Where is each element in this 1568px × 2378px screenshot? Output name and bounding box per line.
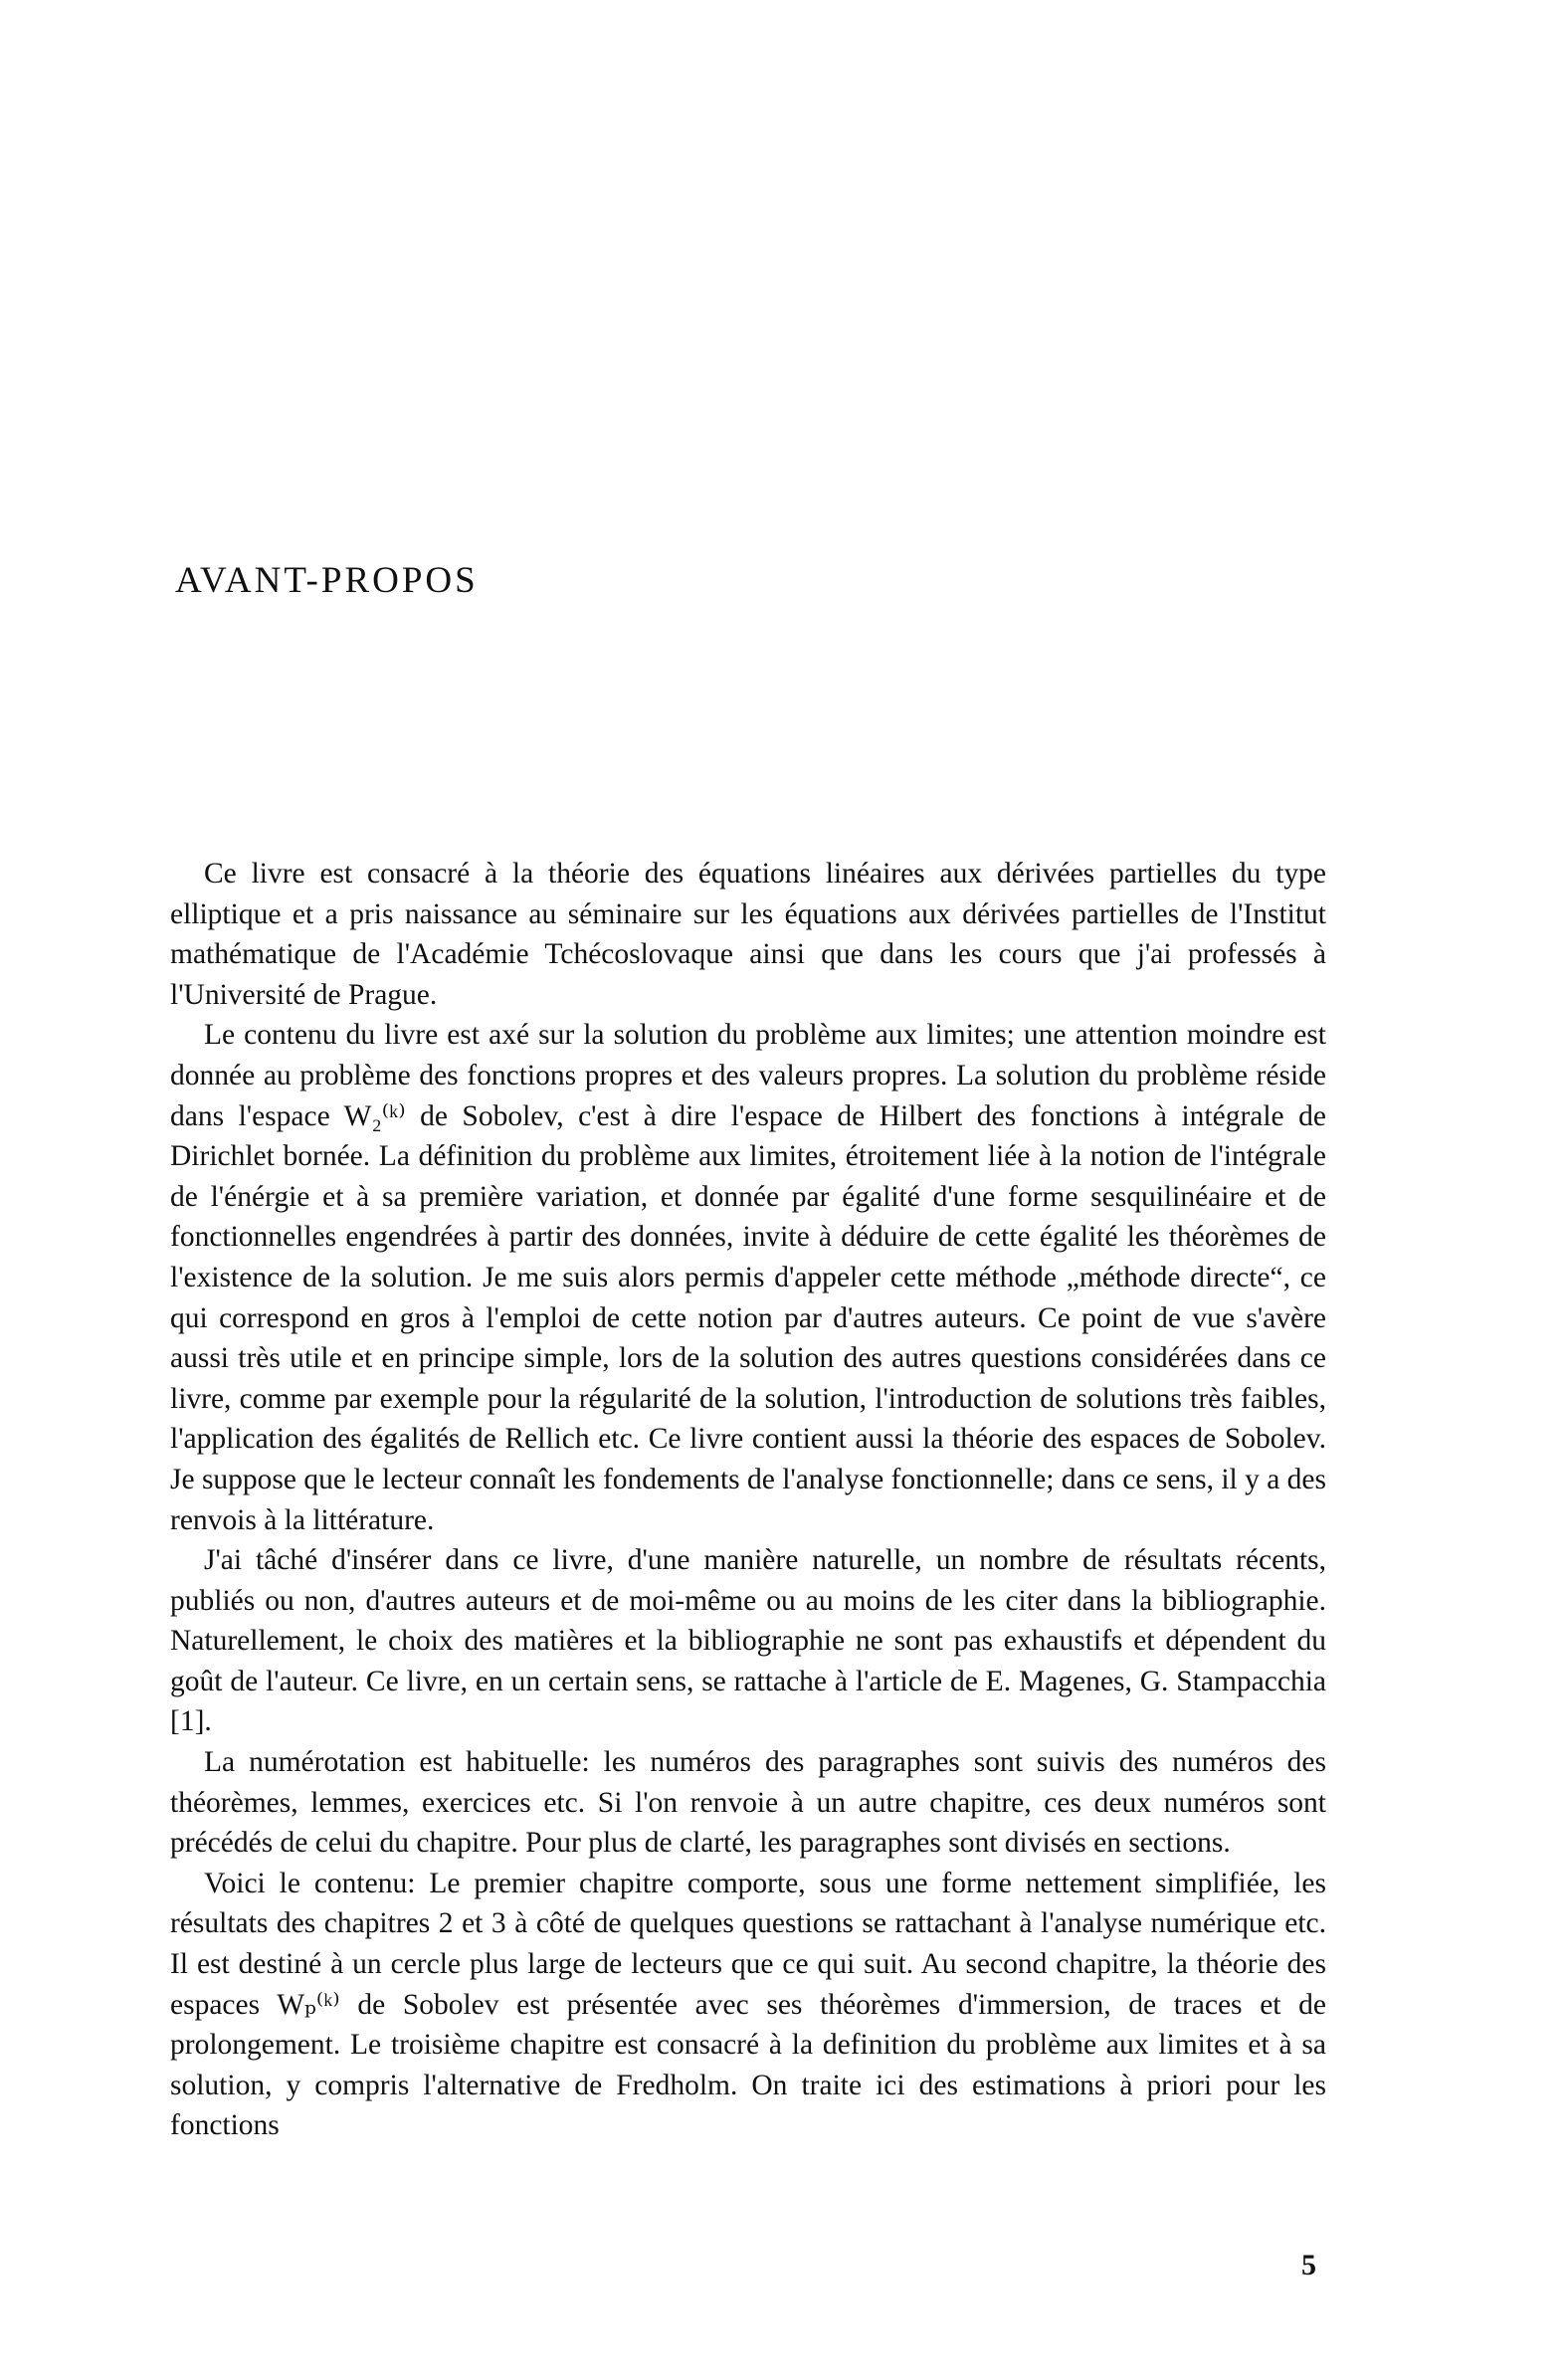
paragraph-1: Ce livre est consacré à la théorie des équations linéaires aux dérivées partielles du type elliptique et a pris naissance au séminaire sur les équations aux dérivées partielles de l'Institut mathématique de l'Académie Tchécoslovaque ainsi que dans les cours que j'ai professés à l'Université de Prague. bbox=[170, 858, 1326, 1011]
paragraph-5: Voici le contenu: Le premier chapitre comporte, sous une forme nettement simplifiée, les résultats des chapitres 2 et 3 à côté de quelques questions se rattachant à l'analyse numérique etc. Il est destiné à un cercle plus large de lecteurs que ce qui suit. Au second chapitre, la théorie des espaces Wₚ⁽ᵏ⁾ de Sobolev est présentée avec ses théorèmes d'immersion, de traces et de prolongement. Le troisième chapitre est consacré à la definition du problème aux limites et à sa solution, y compris l'alternative de Fredholm. On traite ici des estimations à priori pour les fonctions bbox=[170, 1867, 1326, 2142]
page-number: 5 bbox=[1301, 2249, 1316, 2281]
page-title: AVANT-PROPOS bbox=[175, 560, 479, 601]
paragraph-4: La numérotation est habituelle: les numéros des paragraphes sont suivis des numéros des théorèmes, lemmes, exercices etc. Si l'on renvoie à un autre chapitre, ces deux numéros sont précédés de celui du chapitre. Pour plus de clarté, les paragraphes sont divisés en sections. bbox=[170, 1746, 1326, 1860]
paragraph-3: J'ai tâché d'insérer dans ce livre, d'une manière naturelle, un nombre de résultats récents, publiés ou non, d'autres auteurs et de moi-même ou au moins de les citer dans la bibliographie. Naturellement, le choix des matières et la bibliographie ne sont pas exhaustifs et dépendent du goût de l'auteur. Ce livre, en un certain sens, se rattache à l'article de E. Magenes, G. Stampacchia [1]. bbox=[170, 1544, 1326, 1738]
paragraph-2: Le contenu du livre est axé sur la solution du problème aux limites; une attention moindre est donnée au problème des fonctions propres et des valeurs propres. La solution du problème réside dans l'espace W₂⁽ᵏ⁾ de Sobolev, c'est à dire l'espace de Hilbert des fonctions à intégrale de Dirichlet bornée. La définition du problème aux limites, étroitement liée à la notion de l'intégrale de l'énérgie et à sa première variation, et donnée par égalité d'une forme sesquilinéaire et de fonctionnelles engendrées à partir des données, invite à déduire de cette égalité les théorèmes de l'existence de la solution. Je me suis alors permis d'appeler cette méthode „méthode directe“, ce qui correspond en gros à l'emploi de cette notion par d'autres auteurs. Ce point de vue s'avère aussi très utile et en principe simple, lors de la solution des autres questions considérées dans ce livre, comme par exemple pour la régularité de la solution, l'introduction de solutions très faibles, l'application des égalités de Rellich etc. Ce livre contient aussi la théorie des espaces de Sobolev. Je suppose que le lecteur connaît les fondements de l'analyse fonctionnelle; dans ce sens, il y a des renvois à la littérature. bbox=[170, 1019, 1327, 1536]
foreword-body bbox=[170, 854, 1326, 2146]
